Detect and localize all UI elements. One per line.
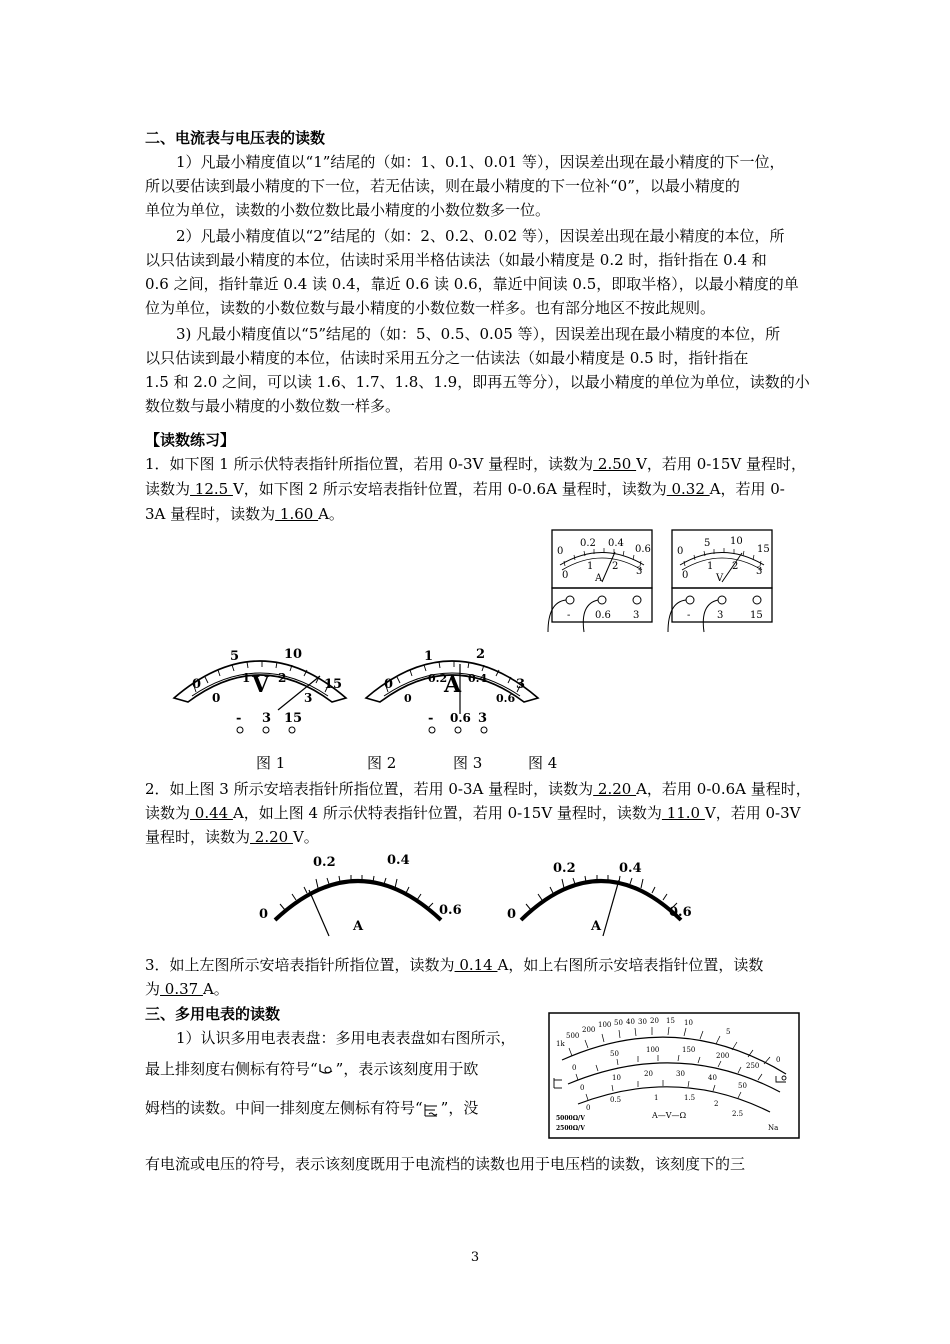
dial-meters-figure: [170, 636, 550, 736]
svg-text:A: A: [353, 919, 364, 934]
svg-text:20: 20: [644, 1070, 653, 1078]
svg-text:0.6: 0.6: [496, 692, 516, 705]
svg-text:0: 0: [677, 546, 684, 557]
svg-text:30: 30: [638, 1018, 647, 1026]
svg-text:-: -: [687, 610, 691, 621]
svg-text:0.6: 0.6: [635, 544, 651, 555]
answer-blank: 11.0: [661, 804, 705, 822]
paragraph-line: 数位数与最小精度的小数位数一样多。: [145, 397, 401, 415]
question-1-line-2: 读数为 12.5 V，如下图 2 所示安培表指针位置，若用 0-0.6A 量程时，读数为 0.32 A，若用 0-: [145, 480, 785, 498]
answer-blank: 12.5: [190, 480, 233, 498]
svg-text:0.4: 0.4: [468, 672, 488, 685]
voltmeter-fig4: [668, 530, 772, 632]
practice-heading: 【读数练习】: [145, 431, 236, 449]
svg-text:15: 15: [750, 610, 763, 621]
svg-text:0.6: 0.6: [439, 903, 462, 918]
svg-text:2500Ω/V: 2500Ω/V: [556, 1125, 585, 1132]
svg-text:5: 5: [726, 1028, 731, 1036]
answer-blank: 2.50: [593, 455, 637, 473]
paragraph-line: 2）凡最小精度值以“2”结尾的（如：2、0.2、0.02 等），因误差出现在最小精度的本位，所: [176, 227, 785, 245]
paragraph-line: 姆档的读数。中间一排刻度左侧标有符号“ ”，没: [145, 1099, 479, 1117]
paragraph-line: 最上排刻度右侧标有符号“ ”，表示该刻度用于欧: [145, 1060, 479, 1078]
svg-text:0.2: 0.2: [313, 855, 336, 870]
svg-text:3: 3: [717, 610, 724, 621]
ammeter-fig2: [366, 647, 538, 733]
paragraph-line: 3) 凡最小精度值以“5”结尾的（如：5、0.5、0.05 等），因误差出现在最小精度的本位，所: [176, 325, 781, 343]
svg-text:150: 150: [682, 1046, 696, 1054]
svg-text:5000Ω/V: 5000Ω/V: [556, 1115, 585, 1122]
svg-text:15: 15: [666, 1017, 675, 1025]
svg-text:0.6: 0.6: [669, 905, 692, 920]
svg-text:40: 40: [708, 1074, 717, 1082]
svg-text:20: 20: [650, 1017, 659, 1025]
voltmeter-fig1: [174, 647, 346, 733]
caption-fig1: 图 1: [256, 754, 286, 772]
question-1-line-3: 3A 量程时，读数为 1.60 A。: [145, 505, 344, 523]
caption-fig4: 图 4: [528, 754, 558, 772]
boxed-meters-figure: [540, 528, 810, 638]
dc-ac-scale-symbol-icon: [423, 1101, 441, 1119]
svg-text:1: 1: [424, 649, 434, 664]
section-heading: 二、电流表与电压表的读数: [145, 129, 326, 147]
svg-text:2: 2: [732, 561, 739, 572]
svg-text:0: 0: [586, 1104, 591, 1112]
svg-text:0: 0: [384, 677, 394, 692]
arc-ammeters-figure: [255, 848, 700, 938]
svg-text:0: 0: [580, 1084, 585, 1092]
svg-text:10: 10: [684, 1019, 693, 1027]
svg-text:3: 3: [304, 691, 313, 705]
svg-text:10: 10: [730, 536, 743, 547]
question-3-line-2: 为 0.37 A。: [145, 980, 229, 998]
svg-text:500: 500: [566, 1032, 580, 1040]
svg-text:1: 1: [707, 561, 714, 572]
svg-text:15: 15: [284, 711, 303, 726]
svg-text:3: 3: [636, 566, 643, 577]
svg-text:V: V: [716, 573, 724, 584]
svg-text:3: 3: [516, 677, 526, 692]
svg-text:0.6: 0.6: [450, 711, 471, 725]
svg-text:3: 3: [262, 711, 272, 726]
paragraph-line: 有电流或电压的符号，表示该刻度既用于电流档的读数也用于电压档的读数，该刻度下的三: [145, 1155, 746, 1173]
answer-blank: 2.20: [593, 780, 637, 798]
answer-blank: 2.20: [250, 828, 293, 846]
paragraph-line: 0.6 之间，指针靠近 0.4 读 0.4，靠近 0.6 读 0.6，靠近中间读 0.5，即取半格），以最小精度的单: [145, 275, 799, 293]
multimeter-dial-figure: [548, 1012, 800, 1139]
svg-text:0.4: 0.4: [387, 853, 410, 868]
svg-text:1: 1: [587, 561, 594, 572]
svg-text:0.2: 0.2: [428, 672, 448, 685]
svg-text:-: -: [236, 711, 242, 726]
svg-text:250: 250: [746, 1062, 760, 1070]
svg-text:2: 2: [278, 671, 287, 685]
svg-text:15: 15: [324, 677, 343, 692]
ohm-scale-symbol-icon: [318, 1062, 336, 1076]
paragraph-line: 以只估读到最小精度的本位，估读时采用五分之一估读法（如最小精度是 0.5 时，指针指在: [145, 349, 749, 367]
svg-text:2: 2: [612, 561, 619, 572]
svg-text:0: 0: [192, 677, 202, 692]
svg-text:0.2: 0.2: [580, 538, 596, 549]
svg-text:50: 50: [738, 1082, 747, 1090]
caption-fig2: 图 2: [367, 754, 397, 772]
svg-text:3: 3: [478, 711, 488, 726]
svg-text:A: A: [444, 672, 462, 698]
svg-text:100: 100: [646, 1046, 660, 1054]
section-heading: 三、多用电表的读数: [145, 1005, 281, 1023]
paragraph-line: 1.5 和 2.0 之间，可以读 1.6、1.7、1.8、1.9，即再五等分），以最小精度的单位为单位，读数的小: [145, 373, 810, 391]
svg-text:40: 40: [626, 1018, 635, 1026]
caption-fig3: 图 3: [453, 754, 483, 772]
svg-text:10: 10: [284, 647, 303, 662]
paragraph-line: 位为单位，读数的小数位数与最小精度的小数位数一样多。也有部分地区不按此规则。: [145, 299, 716, 317]
svg-text:1: 1: [242, 671, 251, 685]
svg-text:0.4: 0.4: [608, 538, 624, 549]
answer-blank: 0.37: [160, 980, 203, 998]
svg-text:0: 0: [212, 691, 221, 705]
svg-text:A—V—Ω: A—V—Ω: [652, 1111, 687, 1120]
svg-text:200: 200: [716, 1052, 730, 1060]
svg-text:0: 0: [557, 546, 564, 557]
paragraph-line: 单位为单位，读数的小数位数比最小精度的小数位数多一位。: [145, 201, 551, 219]
svg-text:0.2: 0.2: [553, 861, 576, 876]
svg-text:5: 5: [230, 649, 240, 664]
svg-text:50: 50: [610, 1050, 619, 1058]
paragraph-line: 以只估读到最小精度的本位，估读时采用半格估读法（如最小精度是 0.2 时，指针指在 0.4 和: [145, 251, 767, 269]
svg-text:0: 0: [562, 570, 569, 581]
svg-text:10: 10: [612, 1074, 621, 1082]
svg-text:-: -: [428, 711, 434, 726]
svg-text:V: V: [252, 672, 270, 698]
svg-text:Na: Na: [768, 1124, 779, 1132]
arc-ammeter-right: [507, 861, 692, 936]
svg-text:1: 1: [654, 1094, 659, 1102]
svg-text:0: 0: [259, 907, 269, 922]
svg-text:0.5: 0.5: [610, 1096, 622, 1104]
paragraph-line: 1）认识多用电表表盘：多用电表表盘如右图所示，: [176, 1029, 516, 1047]
svg-text:0: 0: [572, 1064, 577, 1072]
arc-ammeter-left: [259, 853, 462, 936]
svg-text:-: -: [567, 610, 571, 621]
svg-text:0.6: 0.6: [595, 610, 611, 621]
svg-text:5: 5: [704, 538, 711, 549]
svg-text:A: A: [591, 919, 602, 934]
svg-text:3: 3: [633, 610, 640, 621]
question-2-line-2: 读数为 0.44 A，如上图 4 所示伏特表指针位置，若用 0-15V 量程时，读数为 11.0 V，若用 0-3V: [145, 804, 801, 822]
svg-text:200: 200: [582, 1026, 596, 1034]
svg-text:0.4: 0.4: [619, 861, 642, 876]
ammeter-fig3: [548, 530, 652, 632]
question-1-line-1: 1．如下图 1 所示伏特表指针所指位置，若用 0-3V 量程时，读数为 2.50 V，若用 0-15V 量程时，: [145, 455, 806, 473]
question-2-line-1: 2．如上图 3 所示安培表指针所指位置，若用 0-3A 量程时，读数为 2.20 A，若用 0-0.6A 量程时，: [145, 780, 811, 798]
svg-text:A: A: [595, 573, 603, 584]
svg-text:1k: 1k: [556, 1040, 565, 1048]
paragraph-line: 1）凡最小精度值以“1”结尾的（如：1、0.1、0.01 等），因误差出现在最小精度的下一位，: [176, 153, 785, 171]
answer-blank: 0.32: [666, 480, 710, 498]
svg-text:0: 0: [776, 1056, 781, 1064]
svg-text:2.5: 2.5: [732, 1110, 744, 1118]
svg-text:0: 0: [682, 570, 689, 581]
svg-text:50: 50: [614, 1019, 623, 1027]
question-2-line-3: 量程时，读数为 2.20 V。: [145, 828, 319, 846]
svg-text:100: 100: [598, 1021, 612, 1029]
svg-text:2: 2: [714, 1100, 719, 1108]
svg-text:30: 30: [676, 1070, 685, 1078]
svg-text:0: 0: [404, 692, 412, 705]
answer-blank: 0.44: [190, 804, 233, 822]
page-number: 3: [470, 1250, 480, 1265]
svg-text:0: 0: [507, 907, 517, 922]
svg-text:2: 2: [476, 647, 486, 662]
answer-blank: 1.60: [275, 505, 319, 523]
answer-blank: 0.14: [454, 956, 498, 974]
svg-text:1.5: 1.5: [684, 1094, 696, 1102]
svg-text:3: 3: [756, 566, 763, 577]
question-3-line-1: 3．如上左图所示安培表指针所指位置，读数为 0.14 A，如上右图所示安培表指针位置，读数: [145, 956, 764, 974]
paragraph-line: 所以要估读到最小精度的下一位，若无估读，则在最小精度的下一位补“0”，以最小精度的: [145, 177, 740, 195]
svg-text:15: 15: [757, 544, 770, 555]
